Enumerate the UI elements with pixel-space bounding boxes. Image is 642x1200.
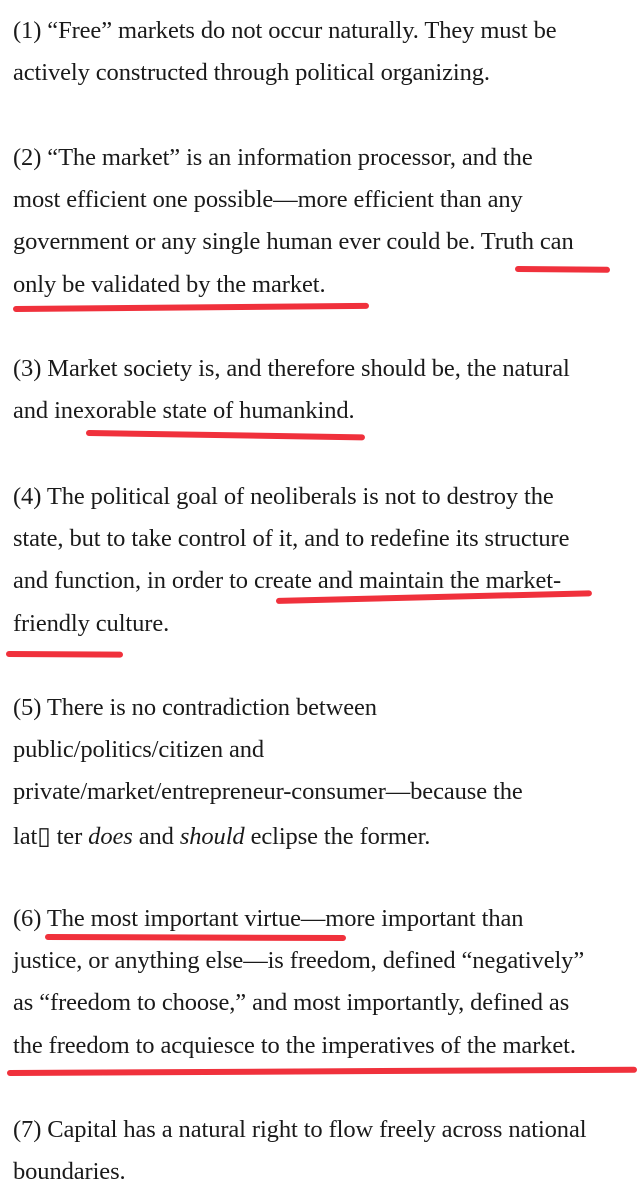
highlight-underline [515,266,610,273]
text-line: only be validated by the market. [13,271,326,298]
text-line: most efficient one possible—more efficient than any [13,186,523,213]
text-segment: and [132,823,180,850]
text-segment: eclipse the former. [244,823,431,850]
text-line: private/market/entrepreneur-consumer—because the [13,778,523,805]
highlight-underline [7,1067,637,1076]
text-line: as “freedom to choose,” and most importantly, defined as [13,989,570,1016]
text-line: friendly culture. [13,610,170,637]
text-line: (1) “Free” markets do not occur naturally. They must be [13,17,557,44]
text-line: (5) There is no contradiction between [13,694,377,721]
highlight-underline [6,651,123,658]
text-line: actively constructed through political organizing. [13,59,490,86]
text-line: (3) Market society is, and therefore should be, the natural [13,355,570,382]
text-line: the freedom to acquiesce to the imperatives of the market. [13,1032,576,1059]
text-line: public/politics/citizen and [13,736,265,763]
text-line: boundaries. [13,1158,126,1185]
highlight-underline [13,303,369,312]
text-line: (2) “The market” is an information processor, and the [13,144,533,171]
text-segment: lat▯ ter [13,823,89,850]
highlight-underline [45,934,346,941]
text-line: government or any single human ever could be. Truth can [13,228,574,255]
text-line [13,821,430,851]
text-line: (4) The political goal of neoliberals is not to destroy the [13,483,554,510]
text-line: state, but to take control of it, and to redefine its structure [13,525,570,552]
highlight-underline [86,430,365,440]
text-line: (6) The most important virtue—more important than [13,905,524,932]
text-line: justice, or anything else—is freedom, defined “negatively” [13,947,585,974]
text-line: and inexorable state of humankind. [13,397,355,424]
text-line: and function, in order to create and maintain the market- [13,567,562,594]
emphasis-should: should [179,823,245,850]
emphasis-does: does [88,823,133,850]
text-line: (7) Capital has a natural right to flow freely across national [13,1116,587,1143]
